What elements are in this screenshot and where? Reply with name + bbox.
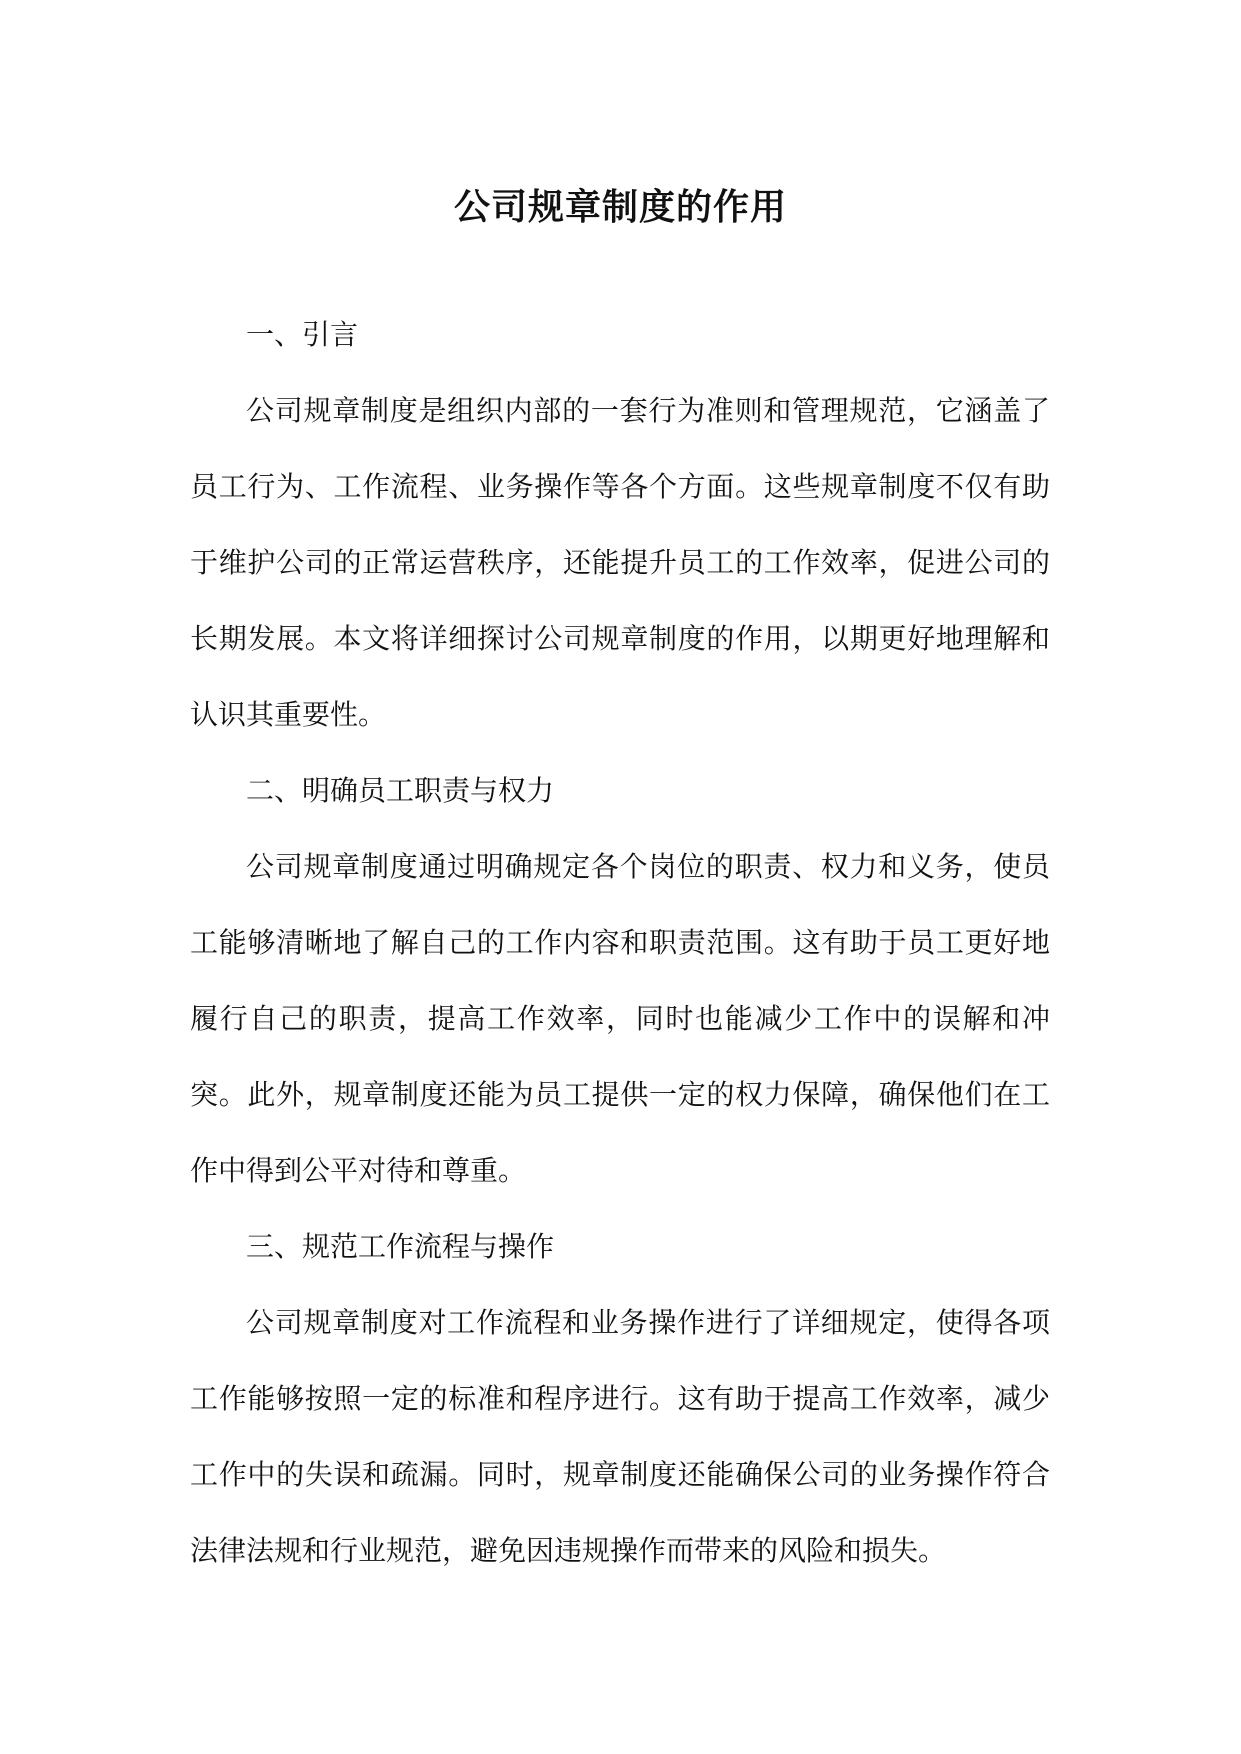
document-title: 公司规章制度的作用 [453, 186, 787, 228]
section-paragraph-duties: 公司规章制度通过明确规定各个岗位的职责、权力和义务，使员工能够清晰地了解自己的工作内容和职责范围。这有助于员工更好地履行自己的职责，提高工作效率，同时也能减少工作中的误解和冲突。此外，规章制度还能为员工提供一定的权力保障，确保他们在工作中得到公平对待和尊重。 [190, 850, 1050, 1187]
section-heading-intro: 一、引言 [246, 318, 359, 351]
section-paragraph-workflow: 公司规章制度对工作流程和业务操作进行了详细规定，使得各项工作能够按照一定的标准和程序进行。这有助于提高工作效率，减少工作中的失误和疏漏。同时，规章制度还能确保公司的业务操作符合法律法规和行业规范，避免因违规操作而带来的风险和损失。 [190, 1306, 1050, 1567]
section-heading-duties: 二、明确员工职责与权力 [246, 774, 555, 807]
document-body [190, 297, 1050, 1589]
section-paragraph-intro: 公司规章制度是组织内部的一套行为准则和管理规范，它涵盖了员工行为、工作流程、业务操作等各个方面。这些规章制度不仅有助于维护公司的正常运营秩序，还能提升员工的工作效率，促进公司的长期发展。本文将详细探讨公司规章制度的作用，以期更好地理解和认识其重要性。 [190, 394, 1050, 731]
section-heading-workflow: 三、规范工作流程与操作 [246, 1230, 555, 1263]
